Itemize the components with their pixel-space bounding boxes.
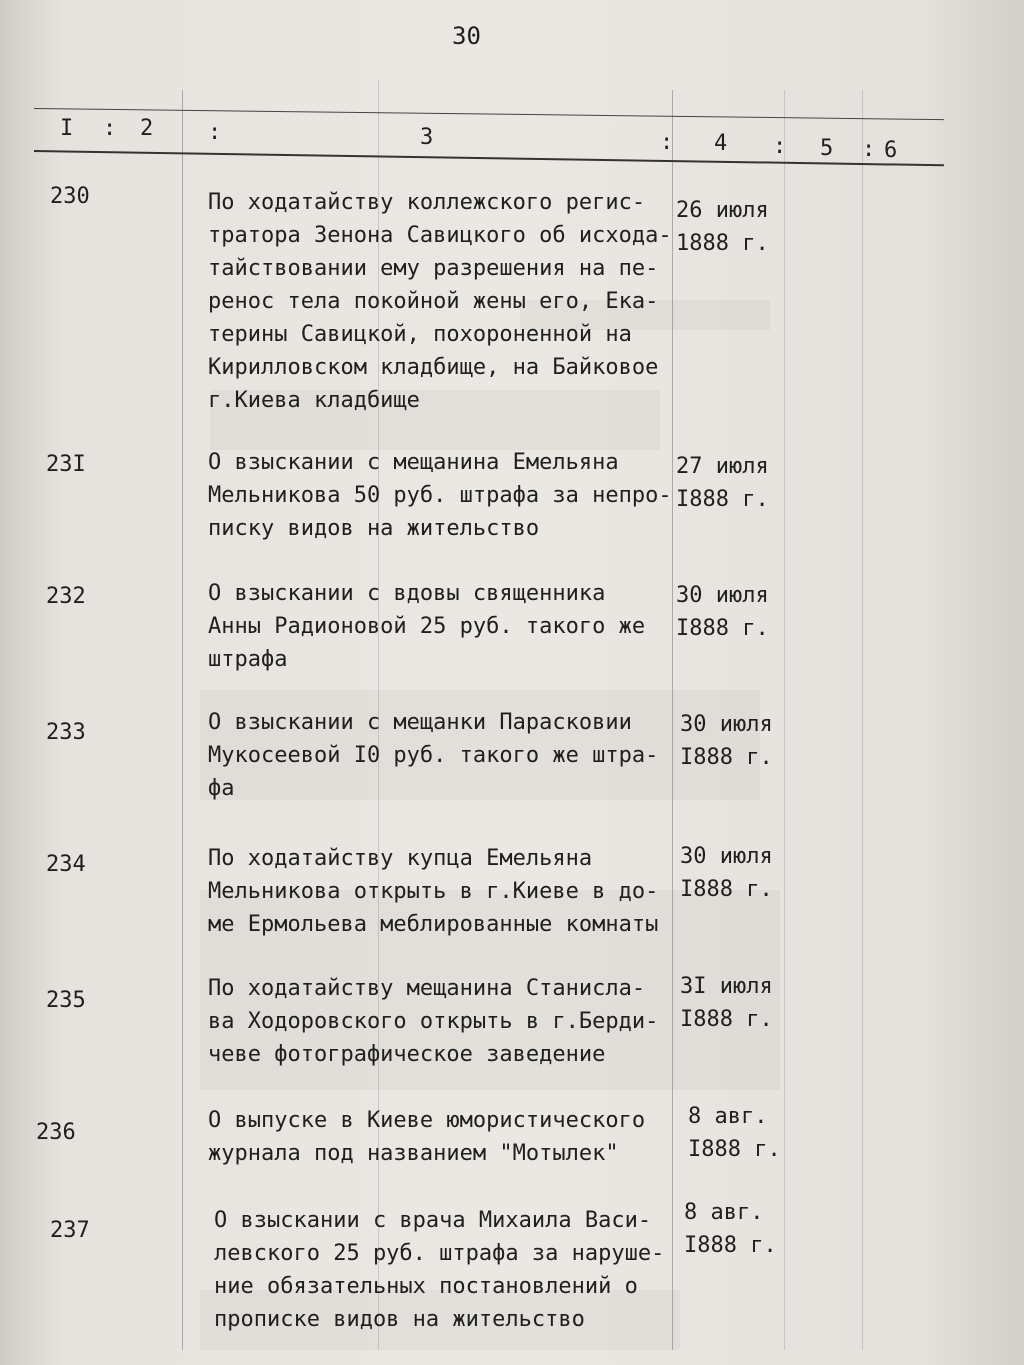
date-year: I888 г. <box>676 616 769 641</box>
column-separator: : <box>773 134 787 159</box>
entry-number: 235 <box>46 988 86 1013</box>
entry-line: левского 25 руб. штрафа за наруше- <box>214 1241 665 1266</box>
column-separator: : <box>660 130 674 155</box>
entry-line: Мельникова открыть в г.Киеве в до- <box>208 879 659 904</box>
entry-line: О выпуске в Киеве юмористического <box>208 1108 646 1133</box>
entry-line: О взыскании с вдовы священника <box>208 581 606 606</box>
entry-line: По ходатайству купца Емельяна <box>208 846 593 871</box>
entry-line: По ходатайству мещанина Станисла- <box>208 976 646 1001</box>
entry-number: 237 <box>50 1218 90 1243</box>
entry-line: Кирилловском кладбище, на Байковое <box>208 355 659 380</box>
entry-line: терины Савицкой, похороненной на <box>208 322 632 347</box>
entry-line: ренос тела покойной жены его, Ека- <box>208 289 659 314</box>
column-header-6: 6 <box>884 138 898 163</box>
date-day-month: 30 июля <box>680 712 773 737</box>
table-header-rule <box>34 150 944 166</box>
column-header-4: 4 <box>714 131 728 156</box>
column-separator: : <box>103 116 117 141</box>
date-year: I888 г. <box>680 1007 773 1032</box>
entry-number: 23I <box>46 452 86 477</box>
entry-number: 236 <box>36 1120 76 1145</box>
date-day-month: 3I июля <box>680 974 773 999</box>
entry-description <box>214 1204 684 1336</box>
date-day-month: 26 июля <box>676 198 769 223</box>
entry-description <box>208 1104 678 1170</box>
column-header-3: 3 <box>420 125 434 150</box>
entry-line: журнала под названием "Мотылек" <box>208 1141 619 1166</box>
entry-line: фа <box>208 776 235 801</box>
entry-line: Анны Радионовой 25 руб. такого же <box>208 614 646 639</box>
entry-line: писку видов на жительство <box>208 516 540 541</box>
entry-date <box>680 708 773 774</box>
entry-date <box>676 194 769 260</box>
date-year: I888 г. <box>680 877 773 902</box>
column-header-2: 2 <box>140 116 154 141</box>
table-top-rule <box>34 108 944 120</box>
entry-line: г.Киева кладбище <box>208 388 420 413</box>
date-year: I888 г. <box>680 745 773 770</box>
entry-line: чеве фотографическое заведение <box>208 1042 606 1067</box>
column-divider <box>784 90 785 1350</box>
page-number: 30 <box>452 22 481 50</box>
entry-description <box>208 706 678 805</box>
date-day-month: 27 июля <box>676 454 769 479</box>
entry-date <box>688 1100 781 1166</box>
date-year: 1888 г. <box>676 231 769 256</box>
date-day-month: 8 авг. <box>688 1104 768 1129</box>
entry-line: О взыскании с врача Михаила Васи- <box>214 1208 652 1233</box>
entry-line: ме Ермольева меблированные комнаты <box>208 912 659 937</box>
entry-line: прописке видов на жительство <box>214 1307 585 1332</box>
column-divider <box>182 90 183 1350</box>
entry-line: тайствовании ему разрешения на пе- <box>208 256 659 281</box>
entry-date <box>680 840 773 906</box>
entry-line: ние обязательных постановлений о <box>214 1274 638 1299</box>
entry-date <box>680 970 773 1036</box>
entry-date <box>684 1196 777 1262</box>
entry-description <box>208 972 678 1071</box>
entry-description <box>208 446 678 545</box>
entry-line: ва Ходоровского открыть в г.Берди- <box>208 1009 659 1034</box>
date-year: I888 г. <box>688 1137 781 1162</box>
entry-number: 234 <box>46 852 86 877</box>
date-day-month: 30 июля <box>676 583 769 608</box>
entry-line: Мельникова 50 руб. штрафа за непро- <box>208 483 672 508</box>
entry-number: 233 <box>46 720 86 745</box>
date-day-month: 8 авг. <box>684 1200 764 1225</box>
entry-line: О взыскании с мещанки Парасковии <box>208 710 632 735</box>
column-header-5: 5 <box>820 136 834 161</box>
entry-line: штрафа <box>208 647 288 672</box>
entry-description <box>208 842 678 941</box>
date-year: I888 г. <box>676 487 769 512</box>
entry-number: 230 <box>50 184 90 209</box>
column-header-1: I <box>60 116 74 141</box>
entry-line: Мукосеевой I0 руб. такого же штра- <box>208 743 659 768</box>
entry-description <box>208 577 678 676</box>
entry-number: 232 <box>46 584 86 609</box>
column-separator: : <box>208 120 222 145</box>
entry-date <box>676 450 769 516</box>
entry-description <box>208 186 678 417</box>
date-day-month: 30 июля <box>680 844 773 869</box>
column-separator: : <box>862 137 876 162</box>
date-year: I888 г. <box>684 1233 777 1258</box>
entry-line: По ходатайству коллежского регис- <box>208 190 646 215</box>
column-divider <box>862 90 863 1350</box>
entry-date <box>676 579 769 645</box>
entry-line: О взыскании с мещанина Емельяна <box>208 450 619 475</box>
entry-line: тратора Зенона Савицкого об исхода- <box>208 223 672 248</box>
